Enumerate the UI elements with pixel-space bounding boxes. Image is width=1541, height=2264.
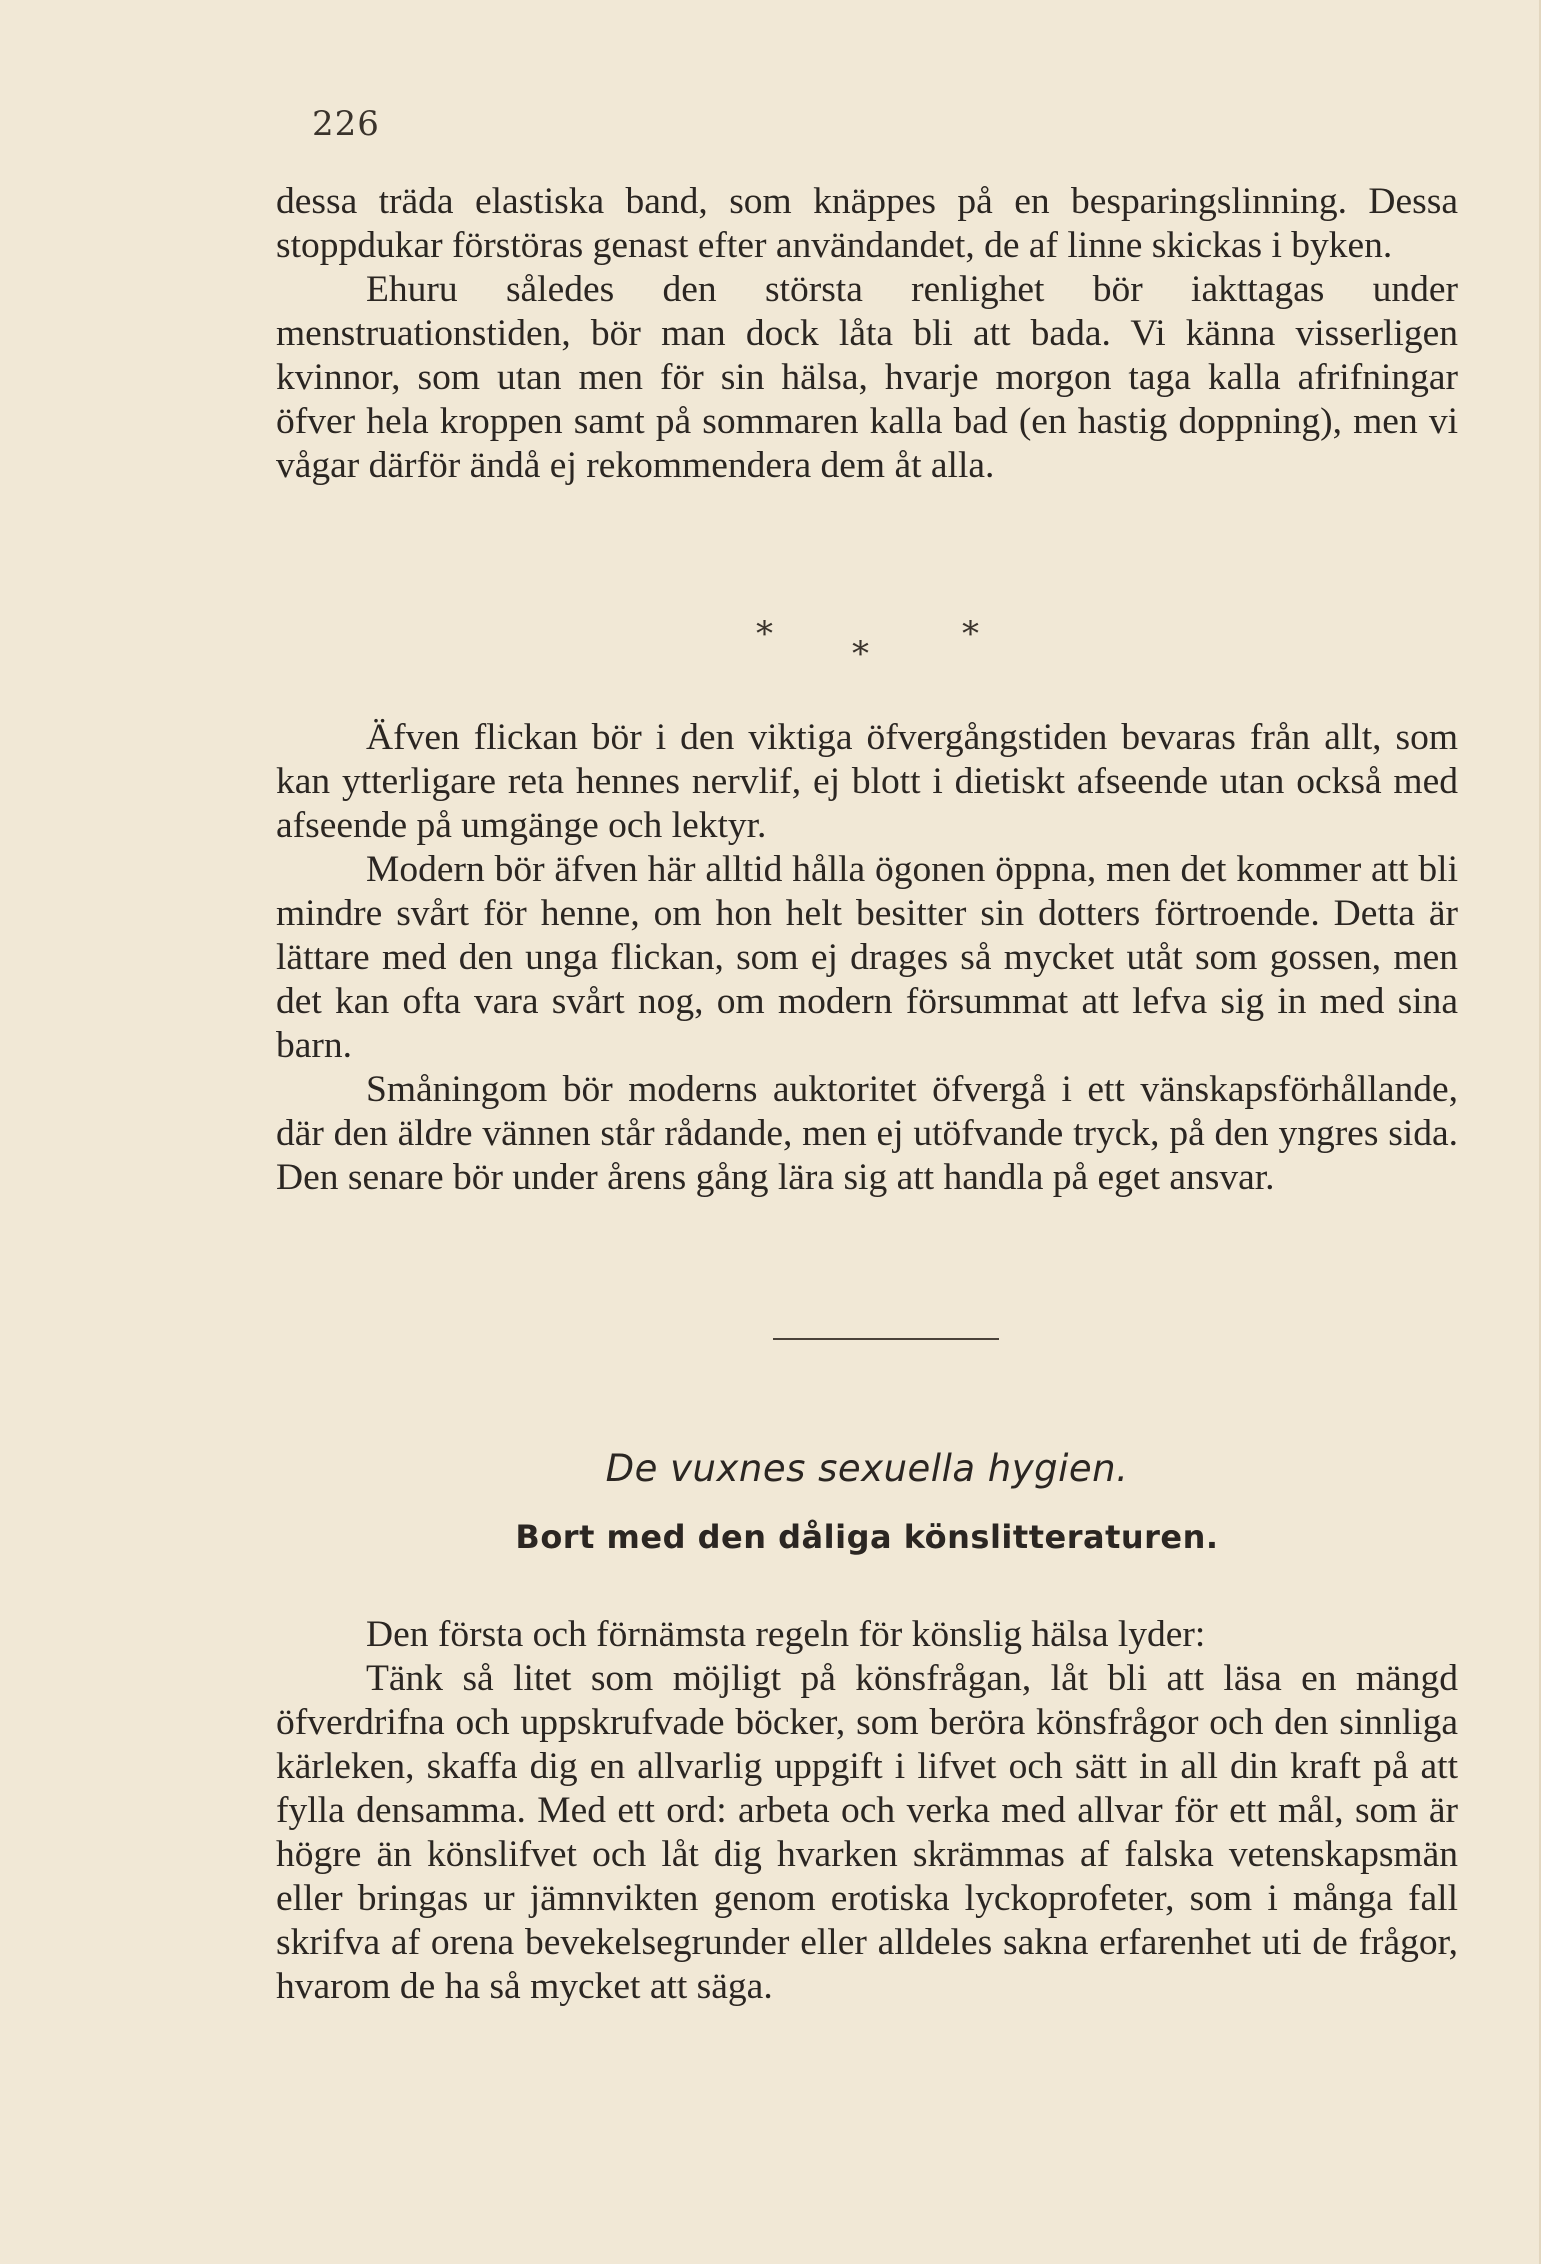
paragraph: Den första och förnämsta regeln för könslig hälsa lyder:	[366, 1614, 1206, 1655]
paragraph: Småningom bör moderns auktoritet öfvergå i ett vänskapsförhållande, där den äldre vännen står rådande, men ej utöfvande tryck, på den yngres sida. Den senare bör under årens gång lära sig att handla på eget ansvar.	[276, 1069, 1458, 1198]
section-divider	[773, 1338, 999, 1340]
asterisk: *	[962, 614, 979, 654]
asterisk: *	[756, 614, 773, 654]
asterisk: *	[852, 634, 869, 674]
paragraph: Modern bör äfven här alltid hålla ögonen öppna, men det kommer att bli mindre svårt för henne, om hon helt besitter sin dotters förtroende. Detta är lättare med den unga flickan, som ej drages så mycket utåt som gossen, men det kan ofta vara svårt nog, om modern försummat att lefva sig in med sina barn.	[276, 849, 1458, 1066]
section-title: De vuxnes sexuella hygien.	[605, 1447, 1129, 1490]
text-block-upper	[276, 180, 1458, 488]
paragraph: Äfven flickan bör i den viktiga öfvergångstiden bevaras från allt, som kan ytterligare reta hennes nervlif, ej blott i dietiskt afseende utan också med afseende på umgänge och lektyr.	[276, 717, 1458, 846]
paragraph: dessa träda elastiska band, som knäppes på en besparingslinning. Dessa stoppdukar förstöras genast efter användandet, de af linne skickas i byken.	[276, 181, 1458, 266]
paragraph: Ehuru således den största renlighet bör iakttagas under menstruationstiden, bör man dock låta bli att bada. Vi känna visserligen kvinnor, som utan men för sin hälsa, hvarje morgon taga kalla afrifningar öfver hela kroppen samt på sommaren kalla bad (en hastig doppning), men vi vågar därför ändå ej rekommendera dem åt alla.	[276, 269, 1458, 486]
text-block-lower	[276, 1613, 1458, 2009]
page-number: 226	[312, 104, 380, 144]
section-subtitle: Bort med den dåliga könslitteraturen.	[515, 1518, 1219, 1556]
text-block-middle	[276, 716, 1458, 1200]
paragraph: Tänk så litet som möjligt på könsfrågan, låt bli att läsa en mängd öfverdrifna och uppskrufvade böcker, som beröra könsfrågor och den sinnliga kärleken, skaffa dig en allvarlig uppgift i lifvet och sätt in all din kraft på att fylla densamma. Med ett ord: arbeta och verka med allvar för ett mål, som är högre än könslifvet och låt dig hvarken skrämmas af falska vetenskapsmän eller bringas ur jämnvikten genom erotiska lyckoprofeter, som i många fall skrifva af orena bevekelsegrunder eller alldeles sakna erfarenhet uti de frågor, hvarom de ha så mycket att säga.	[276, 1658, 1458, 2007]
star-separator	[740, 610, 1000, 674]
